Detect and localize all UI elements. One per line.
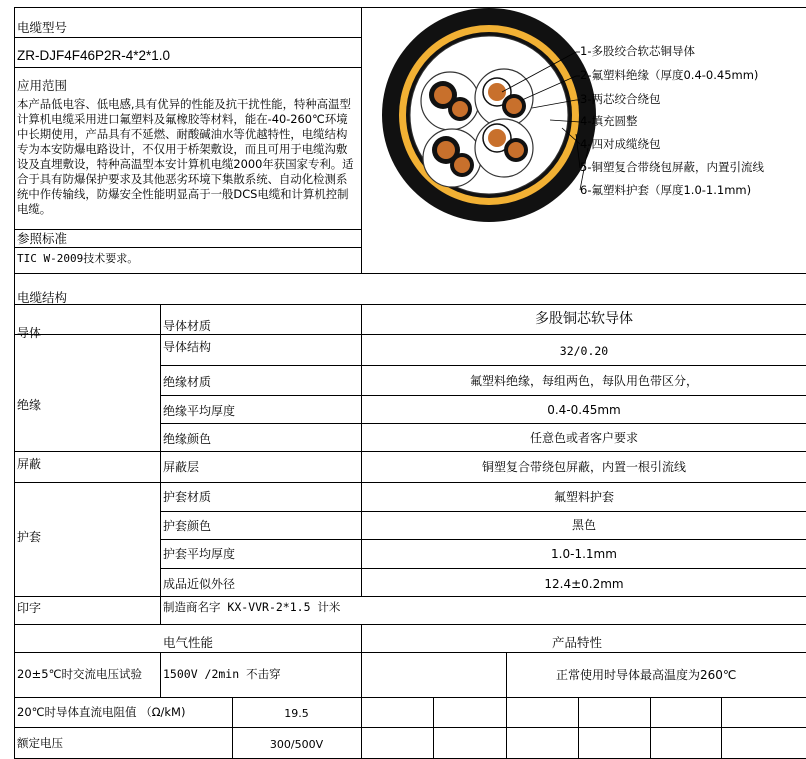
pair-3: [423, 129, 481, 187]
model-value: ZR-DJF4F46P2R-4*2*1.0: [17, 48, 171, 63]
legend-item-6: 5-铜塑复合带绕包屏蔽，内置引流线: [580, 160, 764, 174]
resistance-value: 19.5: [284, 707, 309, 720]
group-conductor: 导体: [17, 326, 42, 340]
product-label: 产品特性: [552, 635, 603, 650]
row-item: 绝缘材质: [163, 375, 212, 389]
row-value: 32/0.20: [559, 344, 609, 358]
ac-test-label: 20±5℃时交流电压试验: [17, 667, 142, 681]
row-value: 氟塑料护套: [553, 490, 614, 504]
row-value: 1.0-1.1mm: [551, 547, 617, 561]
legend-item-5: 4-四对成缆绕包: [580, 137, 661, 151]
voltage-value: 300/500V: [269, 738, 324, 751]
row-value: 多股铜芯软导体: [535, 311, 633, 327]
row-value: 黑色: [571, 518, 596, 532]
legend-item-7: 6-氟塑料护套（厚度1.0-1.1mm): [580, 183, 752, 197]
group-insulation: 绝缘: [17, 398, 42, 412]
application-text: 本产品低电容、低电感,具有优异的性能及抗干扰性能，特种高温型计算机电缆采用进口氟塑料及氟橡胶等材料，能在-40-260℃环境中长期使用，产品具有不延燃、耐酸碱油水等优越特性，电缆结构专为本安防爆电路设计，不仅用于桥架敷设，而且可用于电缆沟敷设及直埋敷设，特种高温型本安计算机电缆2000年获国家专利。适合于具有防爆保护要求及其他恶劣环境下集散系统、自动化检测系统中作传输线，防爆安全性能明显高于一般DCS电缆和计算机控制电缆。: [17, 97, 354, 216]
legend-item-1: 1-多股绞合软芯铜导体: [580, 44, 695, 58]
row-item: 导体材质: [163, 319, 212, 333]
row-item: 绝缘颜色: [163, 432, 212, 446]
resistance-label: 20℃时导体直流电阻值 （Ω/kM): [17, 705, 186, 719]
voltage-label: 额定电压: [17, 736, 63, 750]
row-item: 导体结构: [163, 340, 212, 354]
product-value: 正常使用时导体最高温度为260℃: [556, 668, 737, 682]
pair-1: [421, 72, 479, 130]
row-value: 氟塑料绝缘，每组两色，每队用色带区分，: [469, 374, 698, 388]
model-label: 电缆型号: [17, 20, 68, 35]
ac-test-value: 1500V /2min 不击穿: [163, 667, 281, 681]
standard-value: TIC W-2009技术要求。: [17, 252, 139, 265]
row-item: 护套材质: [163, 490, 212, 504]
row-value: 任意色或者客户要求: [529, 431, 638, 445]
application-label: 应用范围: [17, 78, 68, 93]
row-item: 护套颜色: [163, 519, 212, 533]
legend-item-3: 3-两芯绞合绕包: [580, 92, 661, 106]
marking-value: 制造商名字 KX-VVR-2*1.5 计米: [163, 600, 341, 614]
standard-label: 参照标准: [17, 231, 68, 246]
group-sheath: 护套: [17, 530, 42, 544]
row-item: 绝缘平均厚度: [163, 404, 236, 418]
group-marking: 印字: [17, 601, 42, 615]
row-value: 铜塑复合带绕包屏蔽，内置一根引流线: [481, 460, 686, 474]
row-item: 成品近似外径: [163, 577, 236, 591]
structure-label: 电缆结构: [17, 290, 68, 305]
row-item: 屏蔽层: [163, 460, 200, 474]
legend-item-4: 4-填充圆整: [580, 114, 638, 128]
group-shield: 屏蔽: [17, 457, 42, 471]
row-item: 护套平均厚度: [163, 547, 236, 561]
legend-item-2: 2-氟塑料绝缘（厚度0.4-0.45mm): [580, 68, 759, 82]
row-value: 12.4±0.2mm: [544, 577, 624, 591]
row-value: 0.4-0.45mm: [547, 403, 621, 417]
pair-4: [475, 119, 533, 177]
pair-2: [475, 69, 533, 127]
electrical-label: 电气性能: [163, 635, 214, 650]
